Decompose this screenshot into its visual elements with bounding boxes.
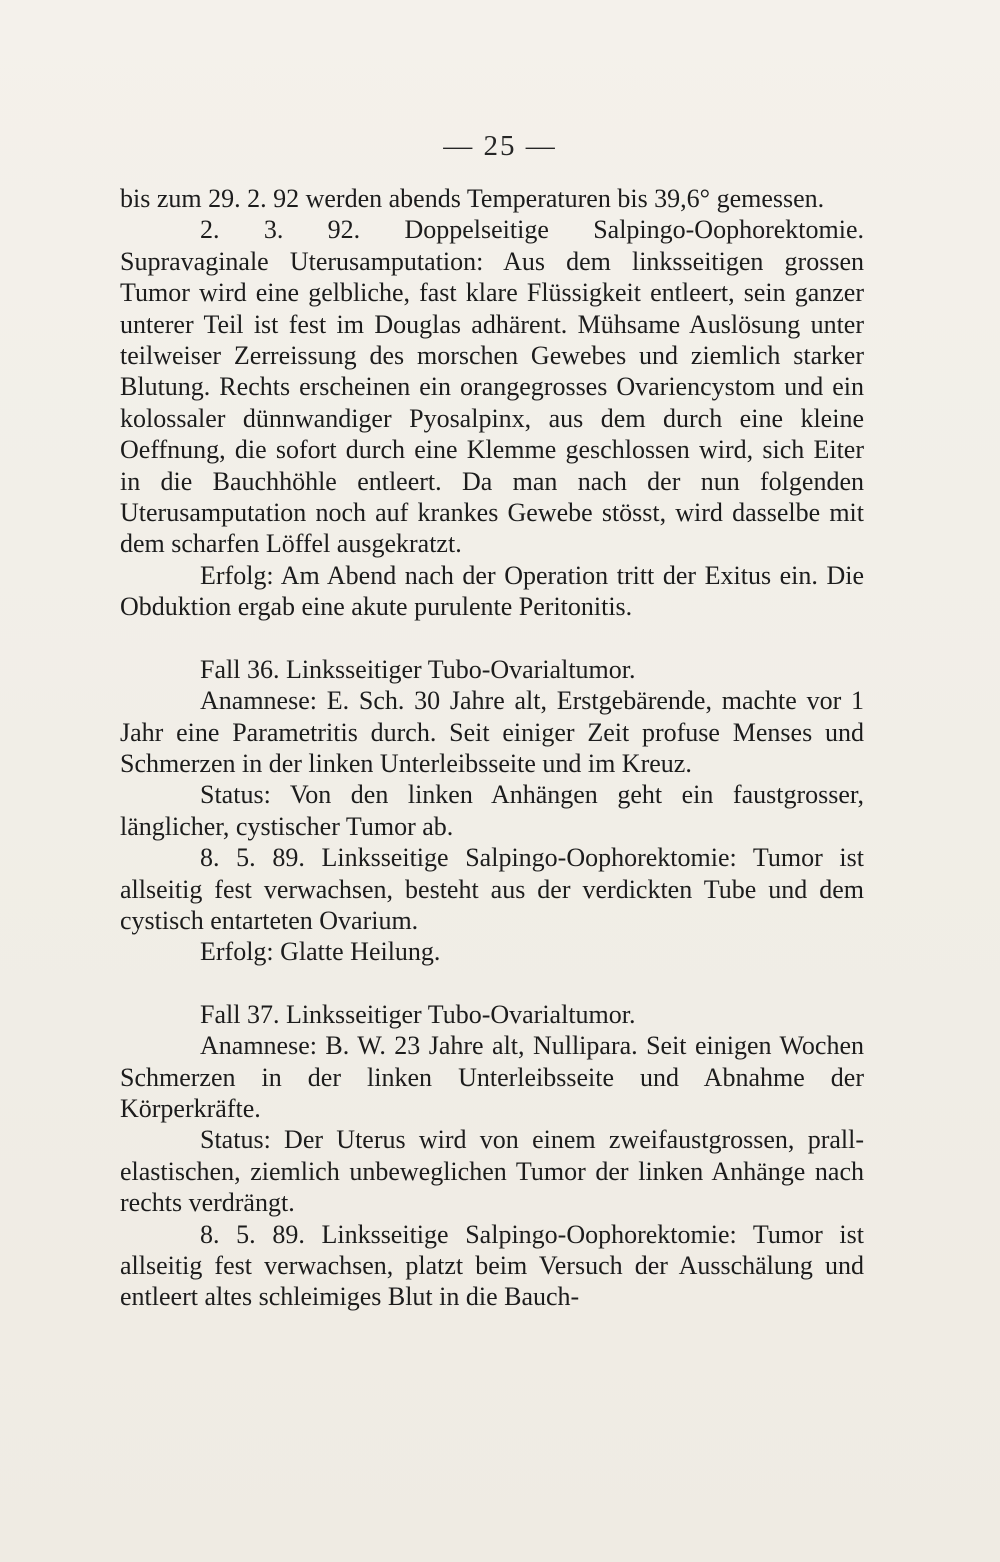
paragraph: Anamnese: E. Sch. 30 Jahre alt, Erstgebärende, machte vor 1 Jahr eine Parametritis durch. Seit einiger Zeit profuse Menses und Schmerzen in der linken Unterleibsseite und im Kreuz. xyxy=(120,686,864,778)
paragraph: Erfolg: Glatte Heilung. xyxy=(200,937,441,967)
paragraph: Status: Der Uterus wird von einem zweifaustgrossen, prall-elastischen, ziemlich unbeweglichen Tumor der linken Anhänge nach rechts verdrängt. xyxy=(120,1125,864,1218)
paragraph: Status: Von den linken Anhängen geht ein faustgrosser, länglicher, cystischer Tumor ab. xyxy=(120,780,864,841)
case-heading: Fall 36. Linksseitiger Tubo-Ovarialtumor. xyxy=(200,654,636,684)
paragraph: bis zum 29. 2. 92 werden abends Temperaturen bis 39,6° gemessen. xyxy=(120,184,825,213)
paragraph: Anamnese: B. W. 23 Jahre alt, Nullipara. Seit einigen Wochen Schmerzen in der linken Unterleibsseite und Abnahme der Körperkräfte. xyxy=(120,1031,864,1123)
paragraph: Erfolg: Am Abend nach der Operation tritt der Exitus ein. Die Obduktion ergab eine akute purulente Peritonitis. xyxy=(120,560,864,622)
paragraph: 8. 5. 89. Linksseitige Salpingo-Oophorektomie: Tumor ist allseitig fest verwachsen, platzt beim Versuch der Ausschälung und entleert altes schleimiges Blut in die Bauch- xyxy=(120,1219,864,1312)
body-text xyxy=(120,183,864,1313)
case-heading: Fall 37. Linksseitiger Tubo-Ovarialtumor. xyxy=(200,999,636,1029)
paragraph: 2. 3. 92. Doppelseitige Salpingo-Oophorektomie. Supravaginale Uterusamputation: Aus dem linksseitigen grossen Tumor wird eine gelbliche, fast klare Flüssigkeit entleert, sein ganzer unterer Teil ist fest im Douglas adhärent. Mühsame Auslösung unter teilweiser Zerreissung des morschen Gewebes und ziemlich starker Blutung. Rechts erscheinen ein orangegrosses Ovariencystom und ein kolossaler dünnwandiger Pyosalpinx, aus dem durch eine kleine Oeffnung, die sofort durch eine Klemme geschlossen wird, sich Eiter in die Bauchhöhle entleert. Da man nach der nun folgenden Uterusamputation noch auf krankes Gewebe stösst, wird dasselbe mit dem scharfen Löffel ausgekratzt. xyxy=(120,215,864,559)
paragraph: 8. 5. 89. Linksseitige Salpingo-Oophorektomie: Tumor ist allseitig fest verwachsen, besteht aus der verdickten Tube und dem cystisch entarteten Ovarium. xyxy=(120,843,864,935)
page-number: — 25 — xyxy=(443,130,557,162)
